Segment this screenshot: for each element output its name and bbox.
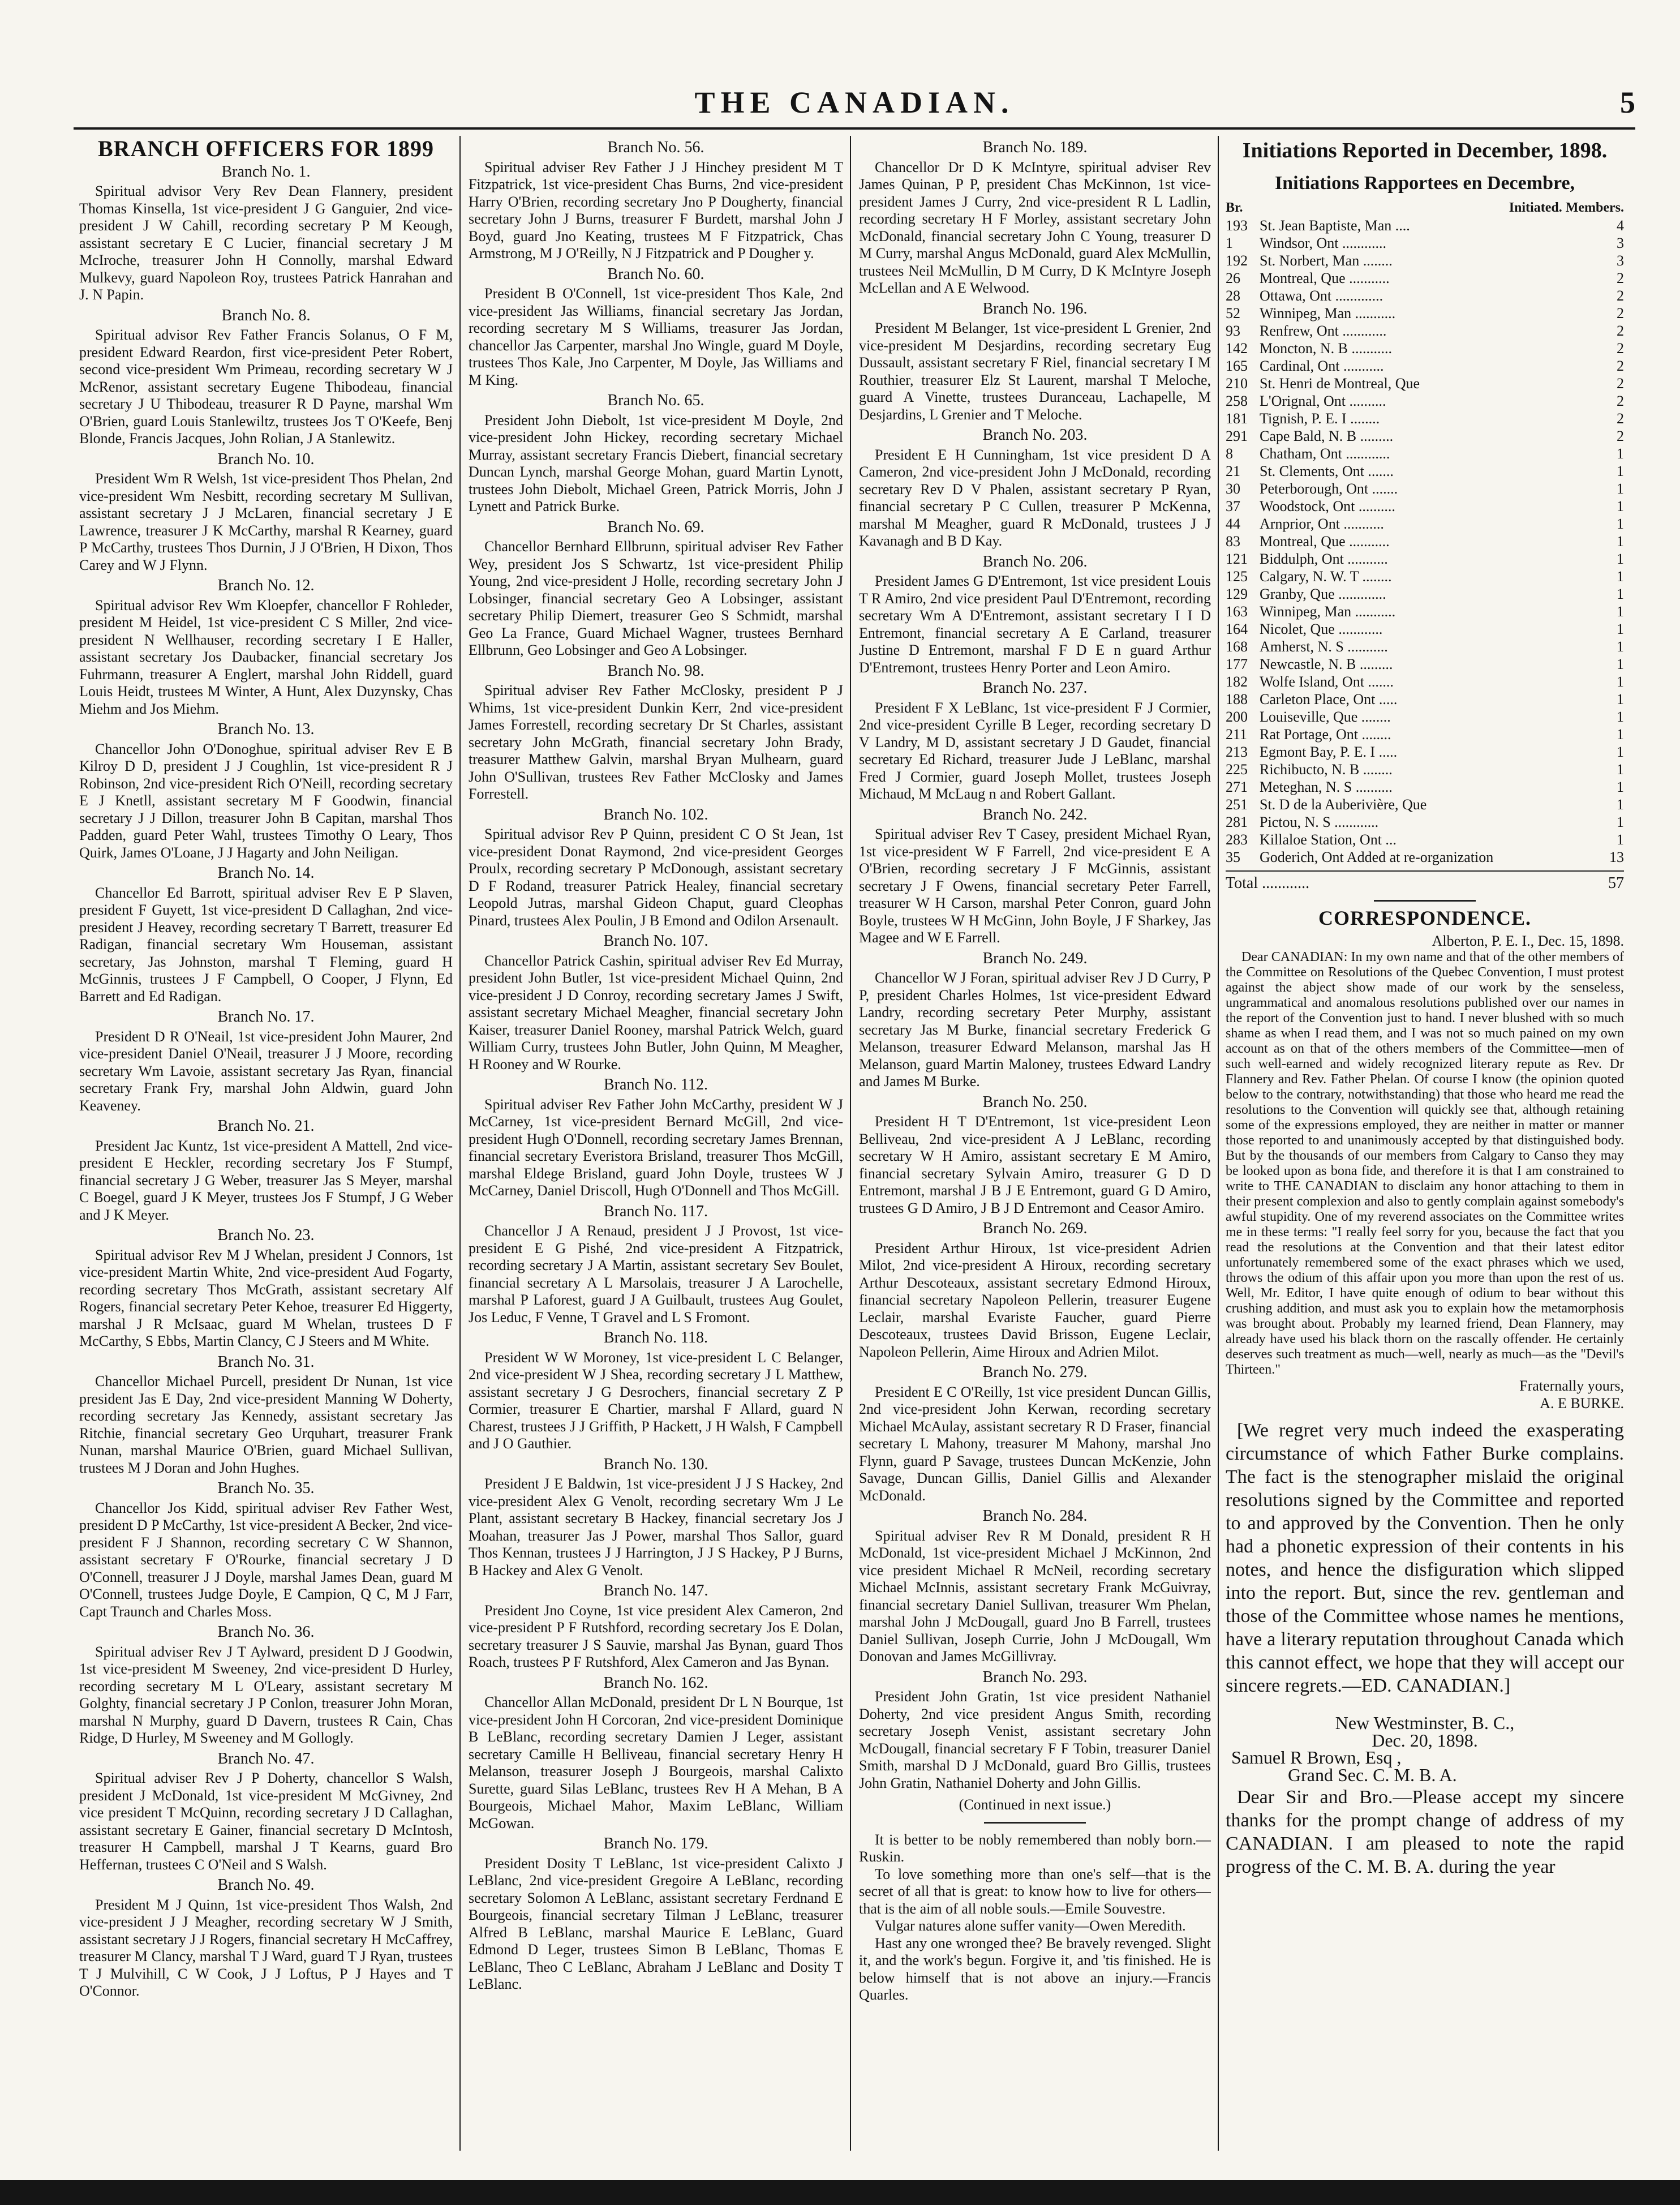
branch-location: Calgary, N. W. T ........ (1260, 568, 1392, 585)
branch-officers-text: Chancellor W J Foran, spiritual adviser Rev J D Curry, P P, president Charles Holmes, 1st vice-president Edward Landry, recording secretary Peter Murphy, assistant secretary Jas M Burke, financial secretary Frederick G Melanson, treasurer Edward Melanson, marshal Jas H Melanson, guard Martin Maloney, trustees Edward Landry and James M Burke. (859, 969, 1211, 1089)
branch-heading: Branch No. 60. (607, 265, 704, 283)
branch-heading: Branch No. 21. (217, 1117, 315, 1135)
branch-number: 21 (1226, 462, 1240, 479)
branch-heading: Branch No. 1. (221, 162, 311, 181)
initiation-row (1226, 217, 1624, 234)
initiation-row (1226, 392, 1624, 410)
branch-officers-text: President J E Baldwin, 1st vice-president J J S Hackey, 2nd vice-president Alex G Venolt, recording secretary Wm J Le Plant, assistant secretary B Hackey, financial secretary Jos J Moahan, treasurer Jas J Power, marshal Thos Sallor, guard Thos Kennan, trustees J J Harrington, J J S Hackey, P J Burns, B Hackey and Alex G Venolt. (469, 1475, 843, 1578)
branch-officers-text: Spiritual adviser Rev T Casey, president Michael Ryan, 1st vice-president W F Farrell, 2nd vice-president E A O'Brien, recording secretary J F McGinnis, assistant secretary J F Owens, financial secretary Peter Farrell, treasurer W H Carson, marshal Peter Conron, guard John Boyle, trustees W H McGinn, John Boyle, J F Sharkey, Jas Magee and W E Farrell. (859, 826, 1211, 946)
branch-number: 142 (1226, 340, 1248, 357)
branch-location: Renfrew, Ont ............ (1260, 322, 1387, 339)
branch-list (469, 139, 843, 1993)
initiations-title: Initiations Reported in December, 1898. (1242, 139, 1608, 162)
initiation-row (1226, 778, 1624, 796)
initiated-count: 2 (1617, 304, 1624, 321)
branch-location: Louiseville, Que ........ (1260, 708, 1391, 725)
page-bottom-edge (0, 2180, 1680, 2205)
branch-location: Goderich, Ont Added at re-organization (1260, 848, 1494, 865)
separator (1374, 900, 1476, 902)
branch-heading: Branch No. 56. (607, 139, 704, 156)
initiated-count: 1 (1617, 603, 1624, 620)
initiated-count: 3 (1617, 234, 1624, 251)
branch-column-label: Br. (1226, 200, 1243, 215)
initiated-count: 1 (1617, 655, 1624, 672)
branch-list (79, 164, 453, 2000)
branch-list (859, 139, 1211, 1792)
initiated-count: 1 (1617, 778, 1624, 795)
initiated-count: 1 (1617, 533, 1624, 550)
branch-number: 168 (1226, 638, 1248, 655)
branch-officers-text: Spiritual adviser Rev J T Aylward, president D J Goodwin, 1st vice-president M Sweeney, 2nd vice-president D Hurley, recording secretary M L O'Leary, assistant secretary M Golghty, financial secretary J P Conlon, treasurer John Moran, marshal N Murphy, guard D Davern, trustees R Cain, Chas Ridge, D Hurley, M Sweeney and M Gollogly. (79, 1643, 453, 1746)
branch-heading: Branch No. 102. (603, 805, 708, 823)
branch-heading: Branch No. 203. (982, 426, 1088, 444)
branch-heading: Branch No. 293. (982, 1668, 1088, 1686)
letter2-addressee-title: Grand Sec. C. M. B. A. (1288, 1764, 1457, 1785)
initiation-row (1226, 831, 1624, 848)
branch-heading: Branch No. 279. (982, 1363, 1088, 1381)
masthead-rule (74, 127, 1635, 130)
branch-heading: Branch No. 117. (603, 1202, 708, 1220)
section-heading: BRANCH OFFICERS FOR 1899 (97, 136, 435, 161)
initiated-count: 2 (1617, 287, 1624, 304)
initiation-row (1226, 515, 1624, 533)
initiation-row (1226, 445, 1624, 462)
branch-heading: Branch No. 284. (982, 1507, 1088, 1525)
branch-location: Newcastle, N. B ......... (1260, 655, 1393, 672)
branch-officers-text: President Jac Kuntz, 1st vice-president A Mattell, 2nd vice-president E Heckler, recording secretary Jos F Stumpf, financial secretary J G Weber, treasurer Jas S Meyer, marshal C Boegel, guard J K Meyer, trustees Jos F Stumpf, J G Weber and J K Meyer. (79, 1137, 453, 1223)
branch-number: 182 (1226, 673, 1248, 690)
branch-heading: Branch No. 65. (607, 392, 704, 409)
branch-officers-text: President E C O'Reilly, 1st vice president Duncan Gillis, 2nd vice-president John Kerwan, recording secretary Michael McAulay, assistant secretary R D Fraser, financial secretary L Mahony, treasurer M Mahony, marshal Jno Flynn, guard P Savage, trustees Duncan McKenzie, John Savage, Duncan Gillis, Daniel Gillis and Alexander McDonald. (859, 1383, 1211, 1504)
branch-number: 35 (1226, 848, 1240, 865)
branch-number: 258 (1226, 392, 1248, 409)
column-divider (850, 136, 851, 2151)
branch-officers-text: President E H Cunningham, 1st vice president D A Cameron, 2nd vice-president John J McDonald, recording secretary Rev D V Phalen, assistant secretary P Ryan, financial secretary P C Cullen, treasurer P McKenna, marshal M Meagher, guard R McDonald, trustees J J Kavanagh and B D Kay. (859, 446, 1211, 549)
initiated-count: 1 (1617, 462, 1624, 479)
initiated-count: 2 (1617, 357, 1624, 374)
branch-number: 200 (1226, 708, 1248, 725)
branch-heading: Branch No. 17. (217, 1008, 315, 1026)
branch-officers-text: President Jno Coyne, 1st vice president Alex Cameron, 2nd vice-president P F Rutshford, recording secretary Jos E Dolan, secretary treasurer J S Sauvie, marshal Jas Bynan, guard Thos Roach, trustees P F Rutshford, Alex Cameron and Jas Bynan. (469, 1602, 843, 1670)
initiation-row (1226, 304, 1624, 322)
branch-location: Montreal, Que ........... (1260, 533, 1390, 550)
initiation-row (1226, 427, 1624, 445)
branch-number: 192 (1226, 252, 1248, 269)
initiation-row (1226, 234, 1624, 252)
branch-number: 30 (1226, 480, 1240, 497)
branch-number: 83 (1226, 533, 1240, 550)
initiations-table (1226, 217, 1624, 866)
branch-officers-text: Spiritual adviser Rev Father McClosky, president P J Whims, 1st vice-president Dunkin Kerr, 2nd vice-president James Forrestell, recording secretary Dr St Charles, assistant secretary John McGrath, financial secretary John Brady, treasurer Matthew Galvin, marshal Bryan Mulhearn, guard John O'Sullivan, trustees Rev Father McClosky and James Forrestell. (469, 682, 843, 802)
branch-location: Moncton, N. B ........... (1260, 340, 1392, 357)
branch-heading: Branch No. 269. (982, 1220, 1088, 1237)
branch-heading: Branch No. 196. (982, 299, 1088, 318)
branch-location: Carleton Place, Ont ..... (1260, 690, 1398, 707)
branch-officers-text: President Wm R Welsh, 1st vice-president Thos Phelan, 2nd vice-president Wm Nesbitt, recording secretary M Sullivan, assistant secretary J J McLaren, financial secretary J E Lawrence, treasurer J K McCarthy, marshal R Kearney, guard P McCarthy, trustees Thos Durnin, J J O'Brien, H Dixon, Thos Carey and W J Flynn. (79, 470, 453, 573)
column-divider (1218, 136, 1219, 2151)
branch-number: 37 (1226, 497, 1240, 514)
branch-location: Biddulph, Ont ........... (1260, 550, 1388, 567)
initiated-count: 1 (1617, 445, 1624, 462)
branch-location: Windsor, Ont ............ (1260, 234, 1386, 251)
branch-officers-text: President John Diebolt, 1st vice-president M Doyle, 2nd vice-president John Hickey, recording secretary Michael Murray, assistant secretary Francis Diebert, financial secretary Duncan Lynch, marshal George Mohan, guard Martin Lynott, trustees John Diebolt, Michael Green, Patrick Morris, John J Lynett and Patrick Burke. (469, 411, 843, 514)
column-3 (859, 136, 1211, 2151)
branch-number: 121 (1226, 550, 1248, 567)
branch-heading: Branch No. 179. (603, 1835, 708, 1852)
branch-location: Tignish, P. E. I ........ (1260, 410, 1380, 427)
initiated-count: 1 (1617, 568, 1624, 585)
branch-officers-text: Spiritual advisor Rev M J Whelan, president J Connors, 1st vice-president Martin White, 2nd vice-president Aud Fogarty, recording secretary Thos McGrath, assistant secretary Alf Rogers, financial secretary Peter Kehoe, treasurer Ed Higgerty, marshal J R McIsaac, guard M Whelan, trustees D F McCarthy, S Ebbs, Martin Clancy, C J Steers and M White. (79, 1246, 453, 1349)
branch-heading: Branch No. 242. (982, 805, 1088, 823)
initiated-count: 13 (1609, 848, 1624, 865)
branch-location: Amherst, N. S ........... (1260, 638, 1388, 655)
letter2-place: New Westminster, B. C., (1335, 1713, 1515, 1733)
initiated-count: 2 (1617, 410, 1624, 427)
branch-location: Cardinal, Ont ........... (1260, 357, 1384, 374)
branch-heading: Branch No. 31. (217, 1353, 315, 1371)
branch-heading: Branch No. 250. (982, 1093, 1088, 1111)
branch-number: 210 (1226, 375, 1248, 392)
initiation-row (1226, 497, 1624, 515)
newspaper-title: THE CANADIAN. (694, 85, 1015, 119)
branch-officers-text: Chancellor Bernhard Ellbrunn, spiritual adviser Rev Father Wey, president Jos S Schwartz, 1st vice-president Philip Young, 2nd vice-president J Holle, recording secretary John J Lobsinger, financial secretary Geo A Lobsinger, assistant secretary Philip Diemert, treasurer Geo S Schmidt, marshal Geo La France, Guard Michael Wagner, trustees Bernhard Ellbrunn, Geo Lobsinger and Geo A Lobsinger. (469, 538, 843, 658)
branch-location: Egmont Bay, P. E. I ..... (1260, 743, 1398, 760)
branch-officers-text: Chancellor Michael Purcell, president Dr Nunan, 1st vice president Jas E Day, 2nd vice-president Manning W Doherty, recording secretary Jas Kennedy, assistant secretary Jas Ritchie, financial secretary Geo Urquhart, treasurer Frank Nunan, marshal Maurice O'Brien, guard Michael Sullivan, trustees M J Doran and John Hughes. (79, 1373, 453, 1476)
branch-number: 177 (1226, 655, 1248, 672)
initiation-row (1226, 287, 1624, 304)
correspondence-heading: CORRESPONDENCE. (1318, 907, 1532, 929)
branch-location: St. D de la Auberivière, Que (1260, 796, 1427, 813)
branch-heading: Branch No. 23. (217, 1226, 315, 1244)
initiation-row (1226, 550, 1624, 568)
initiation-row (1226, 340, 1624, 357)
branch-number: 271 (1226, 778, 1248, 795)
letter-place-date: Alberton, P. E. I., Dec. 15, 1898. (1432, 932, 1624, 949)
initiation-row (1226, 690, 1624, 708)
total-label: Total ............ (1226, 874, 1310, 892)
initiated-count: 1 (1617, 497, 1624, 514)
branch-location: Nicolet, Que ............ (1260, 620, 1383, 637)
initiation-row (1226, 568, 1624, 585)
initiation-row (1226, 638, 1624, 655)
initiation-row (1226, 848, 1624, 866)
branch-number: 251 (1226, 796, 1248, 813)
branch-number: 211 (1226, 726, 1248, 743)
branch-heading: Branch No. 249. (982, 949, 1088, 967)
initiation-row (1226, 761, 1624, 778)
branch-heading: Branch No. 13. (217, 720, 315, 738)
initiation-row (1226, 813, 1624, 831)
initiated-count: 1 (1617, 743, 1624, 760)
branch-heading: Branch No. 8. (221, 306, 311, 324)
branch-officers-text: Chancellor Ed Barrott, spiritual adviser Rev E P Slaven, president F Guyett, 1st vice-president D Callaghan, 2nd vice-president J Heavey, recording secretary T Barrett, treasurer Ed Radigan, financial secretary Wm Houseman, assistant secretary, Jas Johnston, marshal T Fleming, guard H McGinnis, trustees J F Campbell, O Cooper, J Flynn, Ed Barrett and Ed Radigan. (79, 884, 453, 1005)
branch-number: 28 (1226, 287, 1240, 304)
initiated-count: 1 (1617, 515, 1624, 532)
initiated-count: 2 (1617, 392, 1624, 409)
editor-note: [We regret very much indeed the exasperating circumstance of which Father Burke complains. The fact is the stenographer mislaid the original resolutions signed by the Committee and reported to and approved by the Convention. Then he only had a phonetic expression of their contents in his notes, and hence the disfiguration which slipped into the report. But, since the rev. gentleman and those of the Committee whose names he mentions, have a literary reputation throughout Canada which this cannot effect, we hope that they will accept our sincere regrets.—ED. CANADIAN.] (1226, 1420, 1624, 1696)
initiation-row (1226, 480, 1624, 497)
initiated-count: 1 (1617, 638, 1624, 655)
branch-number: 26 (1226, 269, 1240, 286)
initiations-title-french: Initiations Rapportees en Decembre, (1274, 173, 1575, 194)
branch-officers-text: President F X LeBlanc, 1st vice-president F J Cormier, 2nd vice-president Cyrille B Leger, recording secretary D V Landry, M D, assistant secretary J D Gaudet, financial secretary Ed Richard, treasurer Jude J LeBlanc, marshal Fred J Cormier, guard Joseph Mollet, trustees Joseph Michaud, M McLaug n and Robert Gallant. (859, 699, 1211, 802)
letter-signature: A. E BURKE. (1540, 1395, 1624, 1412)
column-2 (469, 136, 843, 2151)
quotation: To love something more than one's self—that is the secret of all that is great: to know how to live for others—that is the aim of all noble souls.—Emile Souvestre. (859, 1865, 1211, 1917)
branch-number: 193 (1226, 217, 1248, 234)
branch-number: 52 (1226, 304, 1240, 321)
branch-officers-text: President M J Quinn, 1st vice-president Thos Walsh, 2nd vice-president J J Meagher, recording secretary W J Smith, assistant secretary J J Rogers, financial secretary H McCaffrey, treasurer M Clancy, marshal T J Ward, guard T J Ryan, trustees T J Mulvihill, C W Cook, J J Loftus, P J Hayes and T O'Connor. (79, 1896, 453, 1999)
initiation-row (1226, 269, 1624, 287)
initiated-count: 1 (1617, 550, 1624, 567)
branch-number: 188 (1226, 690, 1248, 707)
branch-number: 1 (1226, 234, 1233, 251)
branch-location: Granby, Que ............. (1260, 585, 1386, 602)
branch-number: 125 (1226, 568, 1248, 585)
initiations-header (1226, 199, 1624, 217)
separator (984, 1822, 1086, 1824)
initiated-count: 2 (1617, 340, 1624, 357)
branch-officers-text: President D R O'Neail, 1st vice-president John Maurer, 2nd vice-president Daniel O'Neail, treasurer J J Moore, recording secretary Wm Lavoie, assistant secretary Jas Ryan, financial secretary Frank Fry, marshal John Aldwin, guard John Keaveney. (79, 1028, 453, 1114)
column-1 (79, 136, 453, 2151)
branch-officers-text: President W W Moroney, 1st vice-president L C Belanger, 2nd vice-president W J Shea, recording secretary J L Matthew, assistant secretary J G Desrochers, financial secretary Z P Cormier, treasurer E Chartier, marshal F Allard, guard N Charest, trustees J J Griffith, P Hackett, J H Walsh, F Campbell and J O Gauthier. (469, 1349, 843, 1452)
branch-location: Rat Portage, Ont ........ (1260, 726, 1391, 743)
initiated-count: 1 (1617, 673, 1624, 690)
branch-number: 93 (1226, 322, 1240, 339)
initiated-count: 4 (1617, 217, 1624, 234)
initiated-count: 2 (1617, 322, 1624, 339)
branch-heading: Branch No. 36. (217, 1623, 315, 1641)
initiations-total (1226, 870, 1624, 893)
branch-officers-text: Spiritual adviser Rev Father J J Hinchey president M T Fitzpatrick, 1st vice-president Chas Burns, 2nd vice-president Harry O'Brien, recording secretary Jno P Dougherty, financial secretary John J Burns, treasurer F Burdett, marshal John J Boyd, guard Jno Keating, trustees M F Fitzpatrick, Chas Armstrong, M J O'Reilly, N J Fitzpatrick and P Dougher y. (469, 158, 843, 261)
column-divider (459, 136, 461, 2151)
branch-number: 165 (1226, 357, 1248, 374)
initiation-row (1226, 708, 1624, 726)
letter-closing: Fraternally yours, (1519, 1378, 1624, 1394)
branch-officers-text: President M Belanger, 1st vice-president L Grenier, 2nd vice-president M Desjardins, recording secretary Eug Dussault, assistant secretary F Riel, financial secretary I M Routhier, treasurer Elz St Laurent, marshal T Meloche, guard A Vinette, trustees Duranceau, Lachapelle, M Desjardins, L Grenier and T Meloche. (859, 320, 1211, 423)
branch-location: Wolfe Island, Ont ....... (1260, 673, 1394, 690)
quotation: Hast any one wronged thee? Be bravely revenged. Slight it, and the work's begun. Forgive it, and 'tis finished. He is below himself that is not above an injury.—Francis Quarles. (859, 1934, 1211, 2003)
branch-number: 163 (1226, 603, 1248, 620)
branch-officers-text: Chancellor Dr D K McIntyre, spiritual adviser Rev James Quinan, P P, president Chas McKinnon, 1st vice-president James J Curry, 2nd vice-president R L Ladlin, recording secretary H F Morley, assistant secretary John McDonald, financial secretary John C Young, treasurer D M Curry, marshal Angus McDonald, guard Alex McMullin, trustees Neil McMullin, D M Curry, D K McIntyre Joseph McLellan and A E Welwood. (859, 158, 1211, 296)
branch-officers-text: President John Gratin, 1st vice president Nathaniel Doherty, 2nd vice president Angus Smith, recording secretary Joseph Venist, assistant secretary John McDougall, financial secretary F F Tobin, treasurer Daniel Smith, marshal D J McDonald, guard Bro Gillis, trustees John Gratin, Nathaniel Doherty and John Gillis. (859, 1688, 1211, 1791)
masthead (74, 85, 1635, 125)
branch-heading: Branch No. 98. (607, 662, 704, 680)
initiation-row (1226, 357, 1624, 375)
branch-heading: Branch No. 47. (217, 1749, 315, 1768)
branch-location: Richibucto, N. B ........ (1260, 761, 1393, 778)
initiated-count: 1 (1617, 690, 1624, 707)
branch-number: 213 (1226, 743, 1248, 760)
initiation-row (1226, 726, 1624, 743)
initiated-count: 1 (1617, 761, 1624, 778)
branch-officers-text: Chancellor Allan McDonald, president Dr L N Bourque, 1st vice-president John H Corcoran, 2nd vice-president Dominique B LeBlanc, recording secretary Damien J Leger, assistant secretary Camille H Belliveau, financial secretary Henry H Melanson, treasurer Joseph J Bourgeois, marshal Calixto Surette, guard Silas LeBlanc, trustees Rev H A Mehan, B A Bourgeois, Michael Mahor, Maxim LeBlanc, William McGowan. (469, 1694, 843, 1831)
branch-location: Ottawa, Ont ............. (1260, 287, 1383, 304)
initiated-count: 1 (1617, 480, 1624, 497)
initiation-row (1226, 375, 1624, 392)
quotation: Vulgar natures alone suffer vanity—Owen Meredith. (875, 1917, 1186, 1934)
branch-officers-text: President B O'Connell, 1st vice-president Thos Kale, 2nd vice-president Jas Williams, financial secretary Jas Jordan, recording secretary M S Williams, treasurer Jas Jordan, chancellor Jas Carpenter, marshal Jno Wingle, guard M Doyle, trustees Thos Kale, Jno Carpenter, M Doyle, Jas Williams and M King. (469, 285, 843, 388)
branch-location: Winnipeg, Man ........... (1260, 603, 1396, 620)
branch-number: 281 (1226, 813, 1248, 830)
initiation-row (1226, 410, 1624, 427)
branch-heading: Branch No. 107. (603, 932, 708, 950)
continued-note: (Continued in next issue.) (959, 1796, 1111, 1813)
branch-heading: Branch No. 237. (982, 679, 1088, 697)
letter-body: Dear CANADIAN: In my own name and that of the other members of the Committee on Resolutions of the Quebec Convention, I must protest against the abject show made of our work by the senseless, ungrammatical and anomalous resolutions published over our names in the report of the Convention just to hand. I never blushed with so much shame as when I read them, and I was not so much pained on my own account as on that of the others members of the Committee—men of such well-earned and widely recognized literary repute as Rev. Dr Flannery and Rev. Father Phelan. Of course I know (the opinion quoted below to the contrary, notwithstanding) that those who heard me read the resolutions to the Convention will quickly see that, although retaining some of the expressions employed, they are neither in matter or manner those reported to and unanimously accepted by that distinguished body. But by the thousands of our members from Calgary to Canso they may be looked upon as bona fide, and therefore it is that I am constrained to write to THE CANADIAN to disclaim any honor attaching to them in their present complexion and also to gently complain against somebody's awful stupidity. One of my reverend associates on the Committee writes me in these terms: "I really feel sorry for you, because the fact that you read the resolutions at the Convention and that their latest editor unfortunately remembered some of the exact phrases which we used, throws the odium of this affair upon you more than upon the rest of us. Well, Mr. Editor, I have quite enough of odium to bear without this crushing addition, and must ask you to explain how the metamorphosis was brought about. Probably my learned friend, Dean Flannery, may already have used his black thorn on the rascally offender. He certainly deserves such treatment as much—well, nearly as much—as the "Devil's Thirteen." (1226, 950, 1624, 1377)
branch-location: Winnipeg, Man ........... (1260, 304, 1396, 321)
branch-heading: Branch No. 14. (217, 864, 315, 882)
branch-number: 283 (1226, 831, 1248, 848)
branch-officers-text: Chancellor Jos Kidd, spiritual adviser Rev Father West, president D P McCarthy, 1st vice-president A Becker, 2nd vice-president F J Shannon, recording secretary C W Shannon, assistant secretary F O'Rourke, financial secretary J D O'Connell, treasurer J J Doyle, marshal James Dean, guard M O'Connell, trustees Judge Doyle, E Campion, Q C, M J Farr, Capt Traunch and Charles Moss. (79, 1499, 453, 1620)
branch-number: 8 (1226, 445, 1233, 462)
initiation-row (1226, 462, 1624, 480)
initiation-row (1226, 322, 1624, 340)
initiated-count: 1 (1617, 796, 1624, 813)
branch-location: Chatham, Ont ............ (1260, 445, 1390, 462)
initiation-row (1226, 603, 1624, 620)
branch-officers-text: Chancellor Patrick Cashin, spiritual adviser Rev Ed Murray, president John Butler, 1st vice-president Michael Quinn, 2nd vice-president J D Conroy, recording secretary James J Swift, assistant secretary Michael Meagher, financial secretary John Kaiser, treasurer Daniel Rooney, marshal Patrick Welch, guard William Curry, trustees John Butler, John Quinn, M Meagher, H Rooney and W Rourke. (469, 952, 843, 1073)
branch-officers-text: Spiritual adviser Rev J P Doherty, chancellor S Walsh, president J McDonald, 1st vice-president M McGivney, 2nd vice president T McQuinn, recording secretary J D Callaghan, assistant secretary E Gainer, financial secretary D McIntosh, treasurer H Campbell, marshal J T Kearns, guard Bro Heffernan, trustees C O'Neil and S Walsh. (79, 1770, 453, 1873)
branch-location: St. Jean Baptiste, Man .... (1260, 217, 1410, 234)
letter2-body: Dear Sir and Bro.—Please accept my sincere thanks for the prompt change of address of my CANADIAN. I am pleased to note the rapid progress of the C. M. B. A. during the year (1226, 1787, 1624, 1877)
branch-number: 291 (1226, 427, 1248, 444)
branch-heading: Branch No. 112. (603, 1076, 708, 1093)
branch-officers-text: Spiritual advisor Rev Father Francis Solanus, O F M, president Edward Reardon, first vice-president Peter Robert, second vice-president Wm Primeau, recording secretary W J McRenor, assistant secretary Eugene Thibodeau, financial secretary J U Thibodeau, treasurer R D Payne, marshal Wm O'Brien, guard Louis Stanlewiltz, trustees Jos T O'Keefe, Benj Blonde, Francis Jacques, John Rolian, J A Stanlewitz. (79, 327, 453, 447)
branch-location: Meteghan, N. S .......... (1260, 778, 1393, 795)
branch-location: L'Orignal, Ont .......... (1260, 392, 1386, 409)
branch-number: 225 (1226, 761, 1248, 778)
initiated-count: 1 (1617, 585, 1624, 602)
quotation: It is better to be nobly remembered than nobly born.—Ruskin. (859, 1831, 1211, 1865)
branch-location: Killaloe Station, Ont ... (1260, 831, 1397, 848)
branch-officers-text: Spiritual adviser Rev R M Donald, president R H McDonald, 1st vice-president Michael J McKinnon, 2nd vice president Michael R McNeil, recording secretary Michael McInnis, assistant secretary Frank McGuivray, financial secretary Daniel Sullivan, treasurer Wm Phelan, marshal John J McDougall, guard Jno B Farrell, trustees Daniel Sullivan, Joseph Currie, John J McDougall, Wm Donovan and James McGillivray. (859, 1527, 1211, 1665)
branch-location: St. Henri de Montreal, Que (1260, 375, 1420, 392)
column-4 (1226, 136, 1624, 2151)
branch-officers-text: Spiritual advisor Rev P Quinn, president C O St Jean, 1st vice-president Donat Raymond, 2nd vice-president Georges Proulx, recording secretary P McDonough, assistant secretary D F Rodand, treasurer Patrick Healey, financial secretary Leopold Jutras, marshal Gideon Chaput, guard Cleophas Pinard, trustees Alex Poulin, J B Emond and Odilon Arsenault. (469, 826, 843, 929)
initiation-row (1226, 655, 1624, 673)
branch-heading: Branch No. 49. (217, 1876, 315, 1894)
branch-heading: Branch No. 12. (217, 577, 315, 594)
branch-officers-text: Spiritual adviser Rev Father John McCarthy, president W J McCarney, 1st vice-president Bernard McGill, 2nd vice-president Hugh O'Donnell, recording secretary James Brennan, financial secretary Everistora Brisland, treasurer Thos McGill, marshal Eldege Brisland, guard John Doyle, trustees W J McCarney, Daniel Driscoll, Hugh O'Donnell and Thos McGill. (469, 1096, 843, 1199)
branch-officers-text: Chancellor John O'Donoghue, spiritual adviser Rev E B Kilroy D D, president J J Coughlin, 1st vice-president R J Robinson, 2nd vice-president Rich O'Neill, recording secretary E J Knetll, assistant secretary M F Goodwin, financial secretary J J Dillon, treasurer John B Capitan, marshal Thos Padden, guard Peter Wahl, trustees Timothy O Leary, Thos Quirk, James O'Loane, J J Hagarty and John Neiligan. (79, 740, 453, 861)
initiated-count: 3 (1617, 252, 1624, 269)
initiated-count: 2 (1617, 269, 1624, 286)
branch-heading: Branch No. 69. (607, 518, 704, 536)
branch-heading: Branch No. 10. (217, 450, 315, 468)
branch-number: 129 (1226, 585, 1248, 602)
branch-number: 181 (1226, 410, 1248, 427)
quotes (859, 1831, 1211, 2004)
initiation-row (1226, 620, 1624, 638)
letter2-addressee: Samuel R Brown, Esq , (1231, 1747, 1402, 1768)
branch-heading: Branch No. 189. (982, 139, 1088, 156)
initiation-row (1226, 533, 1624, 550)
branch-heading: Branch No. 35. (217, 1479, 315, 1497)
initiation-row (1226, 673, 1624, 690)
branch-officers-text: Chancellor J A Renaud, president J J Provost, 1st vice-president E G Pishé, 2nd vice-president A Fitzpatrick, recording secretary J A Martin, assistant secretary Sev Boulet, financial secretary A L Marsolais, treasurer J A Larochelle, marshal P Laforest, guard J A Guilbault, trustees Aug Goulet, Jos Leduc, F Venne, T Gravel and L S Fromont. (469, 1222, 843, 1325)
initiation-row (1226, 252, 1624, 269)
branch-location: Arnprior, Ont ........... (1260, 515, 1384, 532)
branch-location: Pictou, N. S ............ (1260, 813, 1379, 830)
branch-location: St. Norbert, Man ........ (1260, 252, 1393, 269)
total-value: 57 (1608, 874, 1624, 892)
branch-officers-text: President H T D'Entremont, 1st vice-president Leon Belliveau, 2nd vice-president A J LeBlanc, recording secretary W H Amiro, assistant secretary E M Amiro, financial secretary Sylvain Amiro, treasurer G D D Entremont, marshal J B J E Entremont, guard G D Amiro, trustees G D Amiro, J B J D Entremont and Ceasor Amiro. (859, 1113, 1211, 1216)
initiated-column-label: Initiated. Members. (1509, 200, 1624, 215)
branch-officers-text: Spiritual advisor Rev Wm Kloepfer, chancellor F Rohleder, president M Heidel, 1st vice-president C S Miller, 2nd vice-president N Wellhauser, recording secretary I E Haller, assistant secretary Jos Daubacker, financial secretary Jos Fuhrmann, treasurer A Englert, marshal John Riddell, guard Louis Heidt, trustees M Winter, A Hunt, Alex Duzynsky, Chas Miehm and Jos Miehm. (79, 597, 453, 717)
initiation-row (1226, 743, 1624, 761)
branch-heading: Branch No. 147. (603, 1582, 708, 1599)
branch-officers-text: President Dosity T LeBlanc, 1st vice-president Calixto J LeBlanc, 2nd vice-president Gregoire A LeBlanc, recording secretary Solomon A LeBlanc, assistant secretary Ferdnand E Bourgeois, financial secretary Tilman J LeBlanc, treasurer Alfred B LeBlanc, marshal Maurice E LeBlanc, Guard Edmond D Leger, trustees Simon B LeBlanc, Thomas E LeBlanc, Theo C LeBlanc, Abraham J LeBlanc and Dosity T LeBlanc. (469, 1855, 843, 1992)
branch-location: Cape Bald, N. B ......... (1260, 427, 1394, 444)
branch-officers-text: President Arthur Hiroux, 1st vice-president Adrien Milot, 2nd vice-president A Hiroux, recording secretary Arthur Descoteaux, assistant secretary Edmond Hiroux, financial secretary Napoleon Pellerin, treasurer Eugene Leclair, marshal Evariste Faucher, guard Pierre Descoteaux, trustees David Brisson, Eugene Leclair, Napoleon Pellerin, Aime Hiroux and Adrien Milot. (859, 1239, 1211, 1360)
initiated-count: 1 (1617, 620, 1624, 637)
initiated-count: 2 (1617, 427, 1624, 444)
initiated-count: 1 (1617, 813, 1624, 830)
branch-officers-text: President James G D'Entremont, 1st vice president Louis T R Amiro, 2nd vice president Paul D'Entremont, recording secretary Wm A D'Entremont, assistant secretary I I D Entremont, financial secretary A E Carland, treasurer Justine D Entremont, marshal F D E n guard Arthur D'Entremont, trustees Henry Porter and Leon Amiro. (859, 573, 1211, 676)
initiation-row (1226, 585, 1624, 603)
branch-location: Montreal, Que ........... (1260, 269, 1390, 286)
branch-location: St. Clements, Ont ....... (1260, 462, 1394, 479)
branch-location: Peterborough, Ont ....... (1260, 480, 1398, 497)
initiated-count: 1 (1617, 831, 1624, 848)
branch-officers-text: Spiritual advisor Very Rev Dean Flannery, president Thomas Kinsella, 1st vice-president J G Ganguier, 2nd vice-president J W Cahill, recording secretary P M Keough, assistant secretary E C Lucier, financial secretary J M McIroche, treasurer John H Connolly, marshal Edward Mulkevy, guard Napoleon Roy, trustees Patrick Hanrahan and J. N Papin. (79, 183, 453, 303)
branch-heading: Branch No. 118. (603, 1329, 708, 1346)
page-number: 5 (1620, 85, 1635, 119)
branch-number: 164 (1226, 620, 1248, 637)
initiated-count: 1 (1617, 726, 1624, 743)
initiated-count: 2 (1617, 375, 1624, 392)
branch-heading: Branch No. 130. (603, 1455, 708, 1473)
branch-number: 44 (1226, 515, 1240, 532)
initiated-count: 1 (1617, 708, 1624, 725)
branch-location: Woodstock, Ont .......... (1260, 497, 1395, 514)
initiation-row (1226, 796, 1624, 813)
branch-heading: Branch No. 206. (982, 552, 1088, 570)
letter2-date: Dec. 20, 1898. (1372, 1730, 1478, 1751)
branch-heading: Branch No. 162. (603, 1674, 708, 1692)
